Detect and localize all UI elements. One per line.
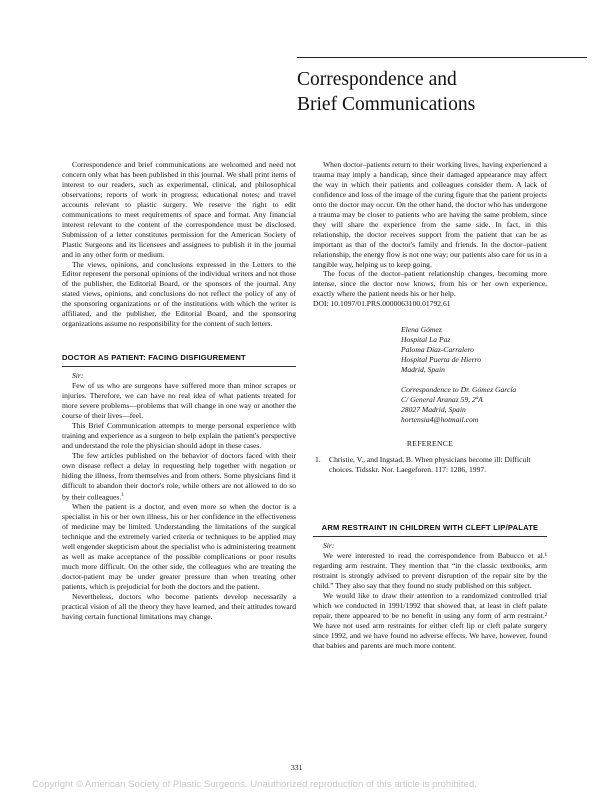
page-title-line2: Brief Communications [297,94,476,115]
author-line: Paloma Díaz-Carralero [401,345,474,355]
article1-paragraph-2: This Brief Communication attempts to merge personal experience with training and experience as a surgeon to help explain the patient's perspective and understand the role the physician should adopt in these cases. [62,420,296,450]
article1-divider [62,366,296,367]
article1-paragraph-1: Few of us who are surgeons have suffered more than minor scrapes or injuries. Therefore, we can have no real idea of what patients treated for more severe problems—problems that will change in one way or another the course of their lives—feel. [62,381,296,420]
citation-1: 1 [121,492,124,498]
article1-paragraph-3-text: The few articles published on the behavior of doctors faced with their own disease reflect a delay in requesting help together with negation or hiding the illness, from themselves and from others. Some physicians find it difficult to abandon their doctor's role, while others are not allowed to do so by their colleagues. [62,450,296,502]
intro-paragraph-2: The views, opinions, and conclusions expressed in the Letters to the Editor represent the personal opinions of the individual writers and not those of the publisher, the Editorial Board, or the sponsors of the journal. Any stated views, opinions, and conclusions do not reflect the policy of any of the sponsoring organizations or of the institutions with which the writer is affiliated, and the publisher, the Editorial Board, and the sponsoring organizations assume no responsibility for the content of such letters. [62,259,296,329]
article2-paragraph-1: We were interested to read the correspondence from Babucco et al.¹ regarding arm restraint. They mention that “in the classic textbooks, arm restraint is strongly advised to prevent disruption of the repair site by the child.” They also say that they found no study published on this subject. [313,551,547,590]
author-line: Madrid, Spain [401,365,445,375]
left-column [62,160,296,622]
correspondence-block [401,385,547,425]
references-title: REFERENCE [406,439,454,449]
article1-paragraph-6: When doctor–patients return to their working lives, having experienced a trauma may imply a handicap, since their damaged appearance may affect the way in which their patients and colleagues consider them. A lack of confidence and loss of the image of the curing figure that the patient projects onto the doctor may occur. On the other hand, the doctor who has undergone a trauma may be closer to patients who are having the same problem, since they will share the experience from the same side. In fact, in this relationship, the doctor receives support from the patient that can be as important as that of the doctor's family and friends. In the doctor–patient relationship, the energy flow is not one way; our patients also care for us in a tangible way, helping us to keep going. [313,160,547,269]
article1-paragraph-4: When the patient is a doctor, and even more so when the doctor is a specialist in his or her own illness, his or her confidence in the effectiveness of medicine may be limited. Understanding the limitations of the surgical technique and the extremely varied criteria or techniques to be applied may well engender skepticism about the specialist who is administering treatment as well as make acceptance of the possible complications or poor results much more difficult. On the other side, the colleagues who are treating the doctor-patient may be under greater pressure than when treating other patients, which is prejudicial for both the doctors and the patient. [62,502,296,591]
author-block [401,325,547,375]
article1-salutation: Sir: [72,371,84,381]
article2-paragraph-2: We would like to draw their attention to a randomized controlled trial which we conducted in 1991/1992 that showed that, at least in cleft palate repair, there appeared to be no benefit in using any form of arm restraint.² We have not used arm restraints for either cleft lip or cleft palate surgery since 1992, and we have found no adverse effects. We have, however, found that babies and parents are much more content. [313,590,547,650]
reference-text: Christie, V., and Ingstad, B. When physicians become ill: Difficult choices. Tidsskr. Nor. Laegeforen. 117: 1286, 1997. [329,455,531,475]
article1-title: DOCTOR AS PATIENT: FACING DISFIGUREMENT [62,353,246,363]
article1-paragraph-3 [62,451,296,502]
page-number: 331 [291,763,303,772]
reference-number: 1. [315,455,321,465]
correspondence-line: C/ General Aranaz 59, 2ºA [401,395,483,405]
author-line: Elena Gómez [401,325,442,335]
header-rule [297,57,587,58]
intro-paragraph-1: Correspondence and brief communications are welcomed and need not concern only what has been published in this journal. We shall print items of interest to our readers, such as experimental, clinical, and philosophical observations; reports of work in progress; educational notes; and travel accounts relevant to plastic surgery. We reserve the right to edit communications to meet requirements of space and format. Any financial interest relevant to the content of the correspondence must be disclosed. Submission of a letter constitutes permission for the American Society of Plastic Surgeons and its licensees and assignees to publish it in the journal and in any other form or medium. [62,160,296,259]
author-line: Hospital La Paz [401,335,451,345]
correspondence-line: Correspondence to Dr. Gómez García [401,385,517,395]
article2-title: ARM RESTRAINT IN CHILDREN WITH CLEFT LIP/PALATE [321,523,539,533]
article1-doi: DOI: 10.1097/01.PRS.0000063100.01792.61 [313,299,451,309]
right-column [313,160,547,651]
reference-item [313,455,547,475]
article2-divider [313,536,547,537]
author-line: Hospital Puerta de Hierro [401,355,482,365]
article1-paragraph-5: Nevertheless, doctors who become patients develop necessarily a practical vision of all the theory they have learned, and their attitudes toward having certain functional limitations may change. [62,591,296,621]
page-title-line1: Correspondence and [297,69,457,90]
copyright-notice: Copyright © American Society of Plastic Surgeons. Unauthorized reproduction of this article is prohibited. [32,779,477,790]
article1-paragraph-7: The focus of the doctor–patient relationship changes, becoming more intense, since the doctor now knows, from his or her own experience, exactly where the patient needs his or her help. [313,269,547,299]
correspondence-line: 28027 Madrid, Spain [401,405,466,415]
page-title [297,67,587,117]
correspondence-line: hortensia4@hotmail.com [401,415,479,425]
article2-salutation: Sir: [323,541,335,551]
